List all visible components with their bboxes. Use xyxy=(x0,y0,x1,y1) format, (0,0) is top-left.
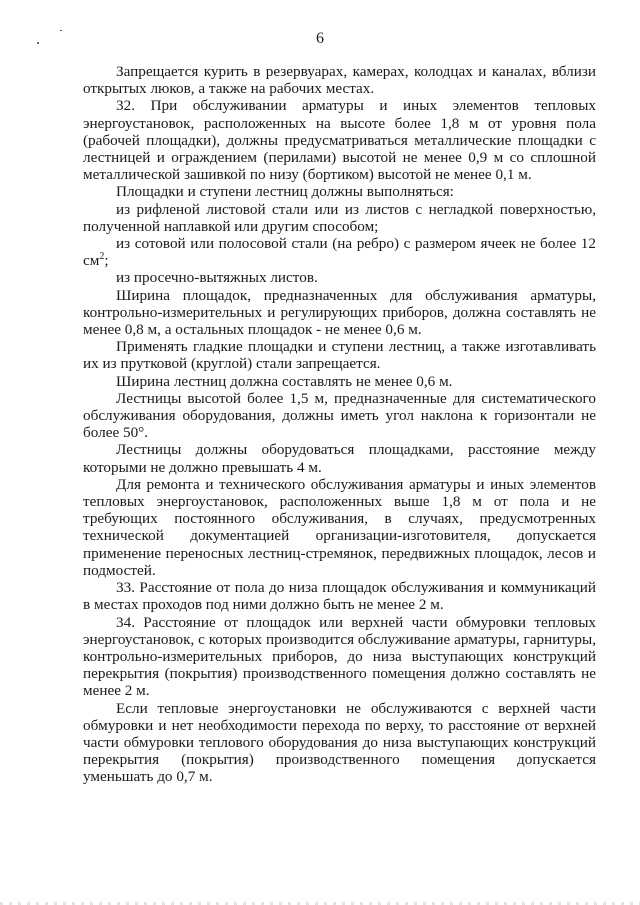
paragraph-reduced-clearance: Если тепловые энергоустановки не обслуживаются с верхней части обмуровки и нет необходимости перехода по верху, то расстояние от верхней части обмуровки теплового оборудования до низа выступающих конструкций перекрытия (покрытия) производственного помещения допускается уменьшать до 0,7 м. xyxy=(83,699,596,786)
paragraph-repair-ladders: Для ремонта и технического обслуживания арматуры и иных элементов тепловых энергоустановок, расположенных выше 1,8 м от пола и не требующих постоянного обслуживания, в случаях, предусмотренных технической документацией организации-изготовителя, допускается применение переносных лестниц-стремянок, передвижных площадок, лесов и подмостей. xyxy=(83,475,596,579)
superscript-two: 2 xyxy=(99,251,105,263)
paragraph-platform-width: Ширина площадок, предназначенных для обслуживания арматуры, контрольно-измерительных и регулирующих приборов, должна составлять не менее 0,8 м, а остальных площадок - не менее 0,6 м. xyxy=(83,286,596,339)
paragraph-clause-34: 34. Расстояние от площадок или верхней части обмуровки тепловых энергоустановок, с которых производится обслуживание арматуры, гарнитуры, контрольно-измерительных приборов, до низа выступающих конструкций перекрытия (покрытия) производственного помещения должно составлять не менее 2 м. xyxy=(83,613,596,700)
paragraph-smoking-ban: Запрещается курить в резервуарах, камерах, колодцах и каналах, вблизи открытых люков, а также на рабочих местах. xyxy=(83,63,596,98)
paragraph-ladder-angle: Лестницы высотой более 1,5 м, предназначенные для систематического обслуживания оборудования, должны иметь угол наклона к горизонтали не более 50°. xyxy=(83,389,596,442)
paragraph-honeycomb-steel xyxy=(83,235,596,269)
honeycomb-text-end: ; xyxy=(104,252,109,270)
paragraph-expanded-sheets: из просечно-вытяжных листов. xyxy=(116,269,318,287)
paragraph-ribbed-steel: из рифленой листовой стали или из листов с негладкой поверхностью, полученной наплавкой или другим способом; xyxy=(83,200,596,235)
document-body xyxy=(83,63,596,786)
honeycomb-text: из сотовой или полосовой стали (на ребро) с размером ячеек не более 12 см xyxy=(83,235,596,270)
paragraph-smooth-ban: Применять гладкие площадки и ступени лестниц, а также изготавливать их из прутковой (круглой) стали запрещается. xyxy=(83,338,596,373)
paragraph-ladder-landings: Лестницы должны оборудоваться площадками, расстояние между которыми не должно превышать 4 м. xyxy=(83,441,596,476)
page-number: 6 xyxy=(316,30,324,47)
paragraph-platforms-intro: Площадки и ступени лестниц должны выполняться: xyxy=(116,183,454,201)
paragraph-ladder-width: Ширина лестниц должна составлять не менее 0,6 м. xyxy=(116,372,453,390)
paragraph-clause-33: 33. Расстояние от пола до низа площадок обслуживания и коммуникаций в местах проходов под ними должно быть не менее 2 м. xyxy=(83,579,596,614)
paragraph-clause-32: 32. При обслуживании арматуры и иных элементов тепловых энергоустановок, расположенных на высоте более 1,8 м от уровня пола (рабочей площадки), должны предусматриваться металлические площадки с лестницей и ограждением (перилами) высотой не менее 0,9 м со сплошной металлической зашивкой по низу (бортиком) высотой не менее 0,1 м. xyxy=(83,97,596,184)
